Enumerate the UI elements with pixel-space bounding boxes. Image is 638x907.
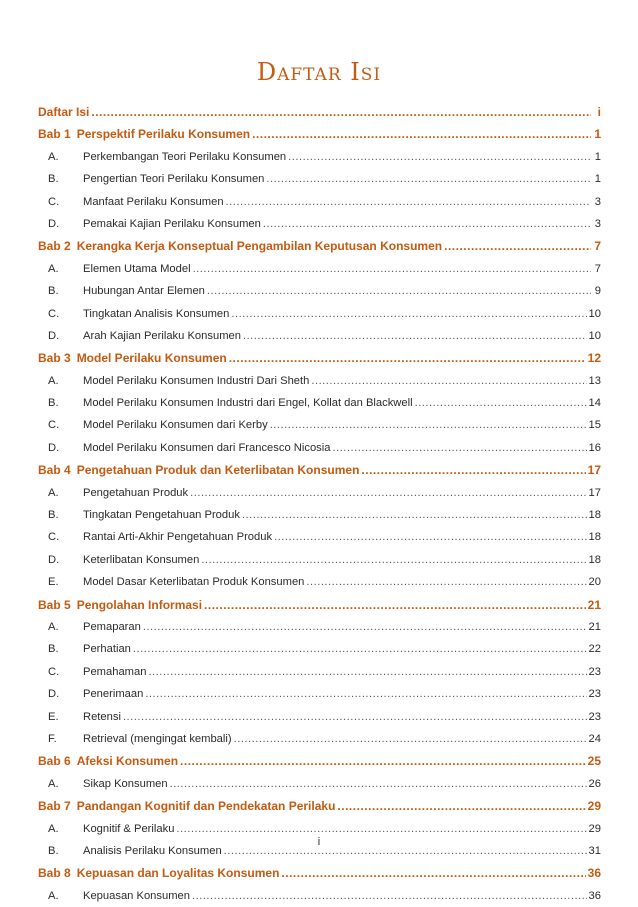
toc-chapter-entry[interactable] — [38, 101, 601, 123]
toc-entry-page: 20 — [588, 576, 601, 589]
toc-entry-page: 29 — [587, 799, 601, 814]
toc-section-entry[interactable] — [38, 638, 601, 660]
toc-entry-label: Perspektif Perilaku Konsumen — [76, 127, 251, 142]
toc-entry-label: Tingkatan Analisis Konsumen — [83, 307, 230, 320]
toc-section-entry[interactable] — [38, 616, 601, 638]
toc-section-entry[interactable] — [38, 258, 601, 280]
toc-entry-page: 18 — [588, 553, 601, 566]
toc-entry-number: A. — [48, 374, 59, 387]
toc-section-entry[interactable] — [38, 325, 601, 347]
dot-leader — [143, 616, 587, 638]
toc-entry-page: 36 — [588, 889, 601, 902]
toc-entry-number: B. — [48, 844, 59, 857]
toc-entry-page: 1 — [594, 173, 601, 186]
toc-entry-number: A. — [48, 486, 59, 499]
toc-section-entry[interactable] — [38, 706, 601, 728]
toc-entry-label: Keterlibatan Konsumen — [83, 553, 200, 566]
toc-entry-label: Penerimaan — [83, 688, 144, 701]
toc-chapter-entry[interactable] — [38, 123, 601, 145]
toc-entry-page: 22 — [588, 643, 601, 656]
toc-entry-label: Pengetahuan Produk dan Keterlibatan Konsumen — [76, 463, 360, 478]
toc-entry-page: 18 — [588, 509, 601, 522]
toc-entry-page: 17 — [587, 463, 601, 478]
toc-entry-page: 3 — [594, 217, 601, 230]
toc-entry-page: 13 — [588, 374, 601, 387]
dot-leader — [252, 123, 591, 145]
dot-leader — [311, 370, 586, 392]
toc-entry-page: 36 — [587, 866, 601, 881]
dot-leader — [226, 191, 591, 213]
toc-entry-number: Bab 6 — [38, 754, 71, 769]
toc-entry-label: Kognitif & Perilaku — [83, 822, 175, 835]
toc-entry-number: C. — [48, 419, 60, 432]
toc-entry-label: Pemahaman — [83, 665, 147, 678]
toc-entry-number: Bab 7 — [38, 799, 71, 814]
toc-section-entry[interactable] — [38, 146, 601, 168]
dot-leader — [207, 280, 591, 302]
toc-entry-label: Kepuasan dan Loyalitas Konsumen — [76, 866, 280, 881]
toc-entry-number: A. — [48, 150, 59, 163]
toc-entry-page: 7 — [594, 239, 601, 254]
toc-section-entry[interactable] — [38, 683, 601, 705]
toc-entry-page: 9 — [594, 285, 601, 298]
toc-section-entry[interactable] — [38, 728, 601, 750]
table-of-contents — [38, 101, 601, 907]
toc-section-entry[interactable] — [38, 549, 601, 571]
toc-entry-label: Rantai Arti-Akhir Pengetahuan Produk — [83, 531, 273, 544]
toc-section-entry[interactable] — [38, 773, 601, 795]
toc-entry-number: D. — [48, 553, 60, 566]
dot-leader — [145, 683, 586, 705]
toc-entry-number: A. — [48, 889, 59, 902]
dot-leader — [332, 437, 586, 459]
toc-entry-page: 23 — [588, 688, 601, 701]
toc-entry-page: 17 — [588, 486, 601, 499]
toc-section-entry[interactable] — [38, 482, 601, 504]
toc-entry-number: F. — [48, 732, 57, 745]
toc-entry-label: Model Dasar Keterlibatan Produk Konsumen — [83, 576, 305, 589]
toc-section-entry[interactable] — [38, 303, 601, 325]
toc-section-entry[interactable] — [38, 885, 601, 907]
toc-section-entry[interactable] — [38, 370, 601, 392]
toc-entry-label: Sikap Konsumen — [83, 777, 168, 790]
toc-section-entry[interactable] — [38, 213, 601, 235]
toc-entry-label: Hubungan Antar Elemen — [83, 285, 205, 298]
toc-entry-page: 14 — [588, 397, 601, 410]
toc-entry-page: 15 — [588, 419, 601, 432]
dot-leader — [204, 594, 586, 616]
dot-leader — [148, 661, 586, 683]
toc-entry-label: Pengetahuan Produk — [83, 486, 189, 499]
toc-entry-number: C. — [48, 307, 60, 320]
page-number: i — [317, 836, 321, 848]
toc-entry-page: 26 — [588, 777, 601, 790]
toc-entry-number: D. — [48, 688, 60, 701]
toc-entry-number: A. — [48, 822, 59, 835]
dot-leader — [123, 706, 587, 728]
toc-section-entry[interactable] — [38, 168, 601, 190]
toc-entry-label: Afeksi Konsumen — [76, 754, 179, 769]
dot-leader — [274, 526, 586, 548]
toc-entry-page: 1 — [594, 127, 601, 142]
toc-chapter-entry[interactable] — [38, 862, 601, 884]
toc-entry-number: Bab 8 — [38, 866, 71, 881]
dot-leader — [193, 258, 591, 280]
dot-leader — [180, 750, 586, 772]
toc-entry-number: D. — [48, 217, 60, 230]
toc-entry-label: Perhatian — [83, 643, 131, 656]
toc-section-entry[interactable] — [38, 504, 601, 526]
toc-entry-page: 16 — [588, 441, 601, 454]
toc-entry-number: Bab 2 — [38, 239, 71, 254]
toc-entry-label: Analisis Perilaku Konsumen — [83, 844, 222, 857]
dot-leader — [361, 459, 585, 481]
toc-entry-label: Model Perilaku Konsumen dari Francesco Nicosia — [83, 441, 331, 454]
toc-entry-page: 24 — [588, 732, 601, 745]
toc-entry-page: 10 — [588, 329, 601, 342]
toc-chapter-entry[interactable] — [38, 594, 601, 616]
toc-chapter-entry[interactable] — [38, 459, 601, 481]
toc-entry-number: A. — [48, 620, 59, 633]
dot-leader — [266, 168, 591, 190]
dot-leader — [190, 482, 586, 504]
toc-entry-number: Bab 1 — [38, 127, 71, 142]
toc-entry-number: C. — [48, 665, 60, 678]
toc-entry-label: Kerangka Kerja Konseptual Pengambilan Keputusan Konsumen — [76, 239, 443, 254]
dot-leader — [270, 414, 587, 436]
toc-entry-label: Pandangan Kognitif dan Pendekatan Perilaku — [76, 799, 336, 814]
dot-leader — [231, 303, 586, 325]
toc-section-entry[interactable] — [38, 191, 601, 213]
dot-leader — [91, 101, 591, 123]
toc-entry-page: 23 — [588, 665, 601, 678]
toc-section-entry[interactable] — [38, 392, 601, 414]
toc-entry-page: 25 — [587, 754, 601, 769]
toc-section-entry[interactable] — [38, 280, 601, 302]
toc-section-entry[interactable] — [38, 526, 601, 548]
toc-section-entry[interactable] — [38, 437, 601, 459]
toc-entry-page: 18 — [588, 531, 601, 544]
toc-entry-label: Retensi — [83, 710, 121, 723]
toc-entry-number: E. — [48, 576, 59, 589]
toc-entry-page: 31 — [588, 844, 601, 857]
dot-leader — [133, 638, 587, 660]
dot-leader — [306, 571, 586, 593]
toc-entry-label: Model Perilaku Konsumen Industri Dari Sheth — [83, 374, 310, 387]
toc-entry-label: Tingkatan Pengetahuan Produk — [83, 509, 240, 522]
toc-entry-number: Bab 4 — [38, 463, 71, 478]
toc-entry-number: A. — [48, 262, 59, 275]
toc-entry-label: Kepuasan Konsumen — [83, 889, 190, 902]
toc-entry-label: Model Perilaku Konsumen — [76, 351, 227, 366]
dot-leader — [337, 795, 585, 817]
toc-entry-number: B. — [48, 397, 59, 410]
toc-entry-label: Pemakai Kajian Perilaku Konsumen — [83, 217, 261, 230]
dot-leader — [201, 549, 586, 571]
toc-entry-number: B. — [48, 643, 59, 656]
dot-leader — [415, 392, 587, 414]
toc-entry-label: Perkembangan Teori Perilaku Konsumen — [83, 150, 287, 163]
dot-leader — [192, 885, 587, 907]
toc-entry-number: C. — [48, 195, 60, 208]
toc-entry-label: Daftar Isi — [38, 105, 90, 119]
toc-section-entry[interactable] — [38, 571, 601, 593]
toc-entry-label: Manfaat Perilaku Konsumen — [83, 195, 224, 208]
toc-entry-page: i — [597, 105, 601, 119]
dot-leader — [234, 728, 587, 750]
dot-leader — [263, 213, 591, 235]
toc-entry-page: 21 — [587, 597, 601, 612]
toc-entry-number: Bab 3 — [38, 351, 71, 366]
toc-entry-label: Model Perilaku Konsumen dari Kerby — [83, 419, 268, 432]
dot-leader — [170, 773, 587, 795]
toc-entry-page: 23 — [588, 710, 601, 723]
toc-entry-page: 12 — [587, 351, 601, 366]
dot-leader — [288, 146, 591, 168]
toc-entry-number: Bab 5 — [38, 597, 71, 612]
dot-leader — [242, 504, 587, 526]
toc-section-entry[interactable] — [38, 661, 601, 683]
toc-section-entry[interactable] — [38, 414, 601, 436]
toc-entry-number: B. — [48, 173, 59, 186]
toc-entry-page: 10 — [588, 307, 601, 320]
toc-chapter-entry[interactable] — [38, 795, 601, 817]
toc-chapter-entry[interactable] — [38, 750, 601, 772]
toc-entry-number: B. — [48, 285, 59, 298]
toc-entry-page: 1 — [594, 150, 601, 163]
toc-chapter-entry[interactable] — [38, 235, 601, 257]
toc-entry-number: A. — [48, 777, 59, 790]
toc-entry-page: 3 — [594, 195, 601, 208]
toc-entry-page: 21 — [588, 620, 601, 633]
dot-leader — [444, 235, 591, 257]
toc-entry-label: Arah Kajian Perilaku Konsumen — [83, 329, 241, 342]
toc-entry-number: E. — [48, 710, 59, 723]
toc-entry-number: C. — [48, 531, 60, 544]
dot-leader — [243, 325, 587, 347]
toc-chapter-entry[interactable] — [38, 347, 601, 369]
toc-entry-page: 7 — [594, 262, 601, 275]
toc-entry-number: B. — [48, 509, 59, 522]
dot-leader — [281, 862, 585, 884]
toc-entry-label: Pemaparan — [83, 620, 141, 633]
toc-entry-label: Elemen Utama Model — [83, 262, 191, 275]
page-title: Daftar Isi — [256, 58, 382, 86]
toc-entry-page: 29 — [588, 822, 601, 835]
toc-entry-label: Pengolahan Informasi — [76, 597, 203, 612]
toc-entry-number: D. — [48, 441, 60, 454]
toc-entry-label: Model Perilaku Konsumen Industri dari Engel, Kollat dan Blackwell — [83, 397, 413, 410]
toc-entry-label: Retrieval (mengingat kembali) — [83, 732, 232, 745]
toc-entry-label: Pengertian Teori Perilaku Konsumen — [83, 173, 265, 186]
toc-entry-number: D. — [48, 329, 60, 342]
dot-leader — [229, 347, 586, 369]
